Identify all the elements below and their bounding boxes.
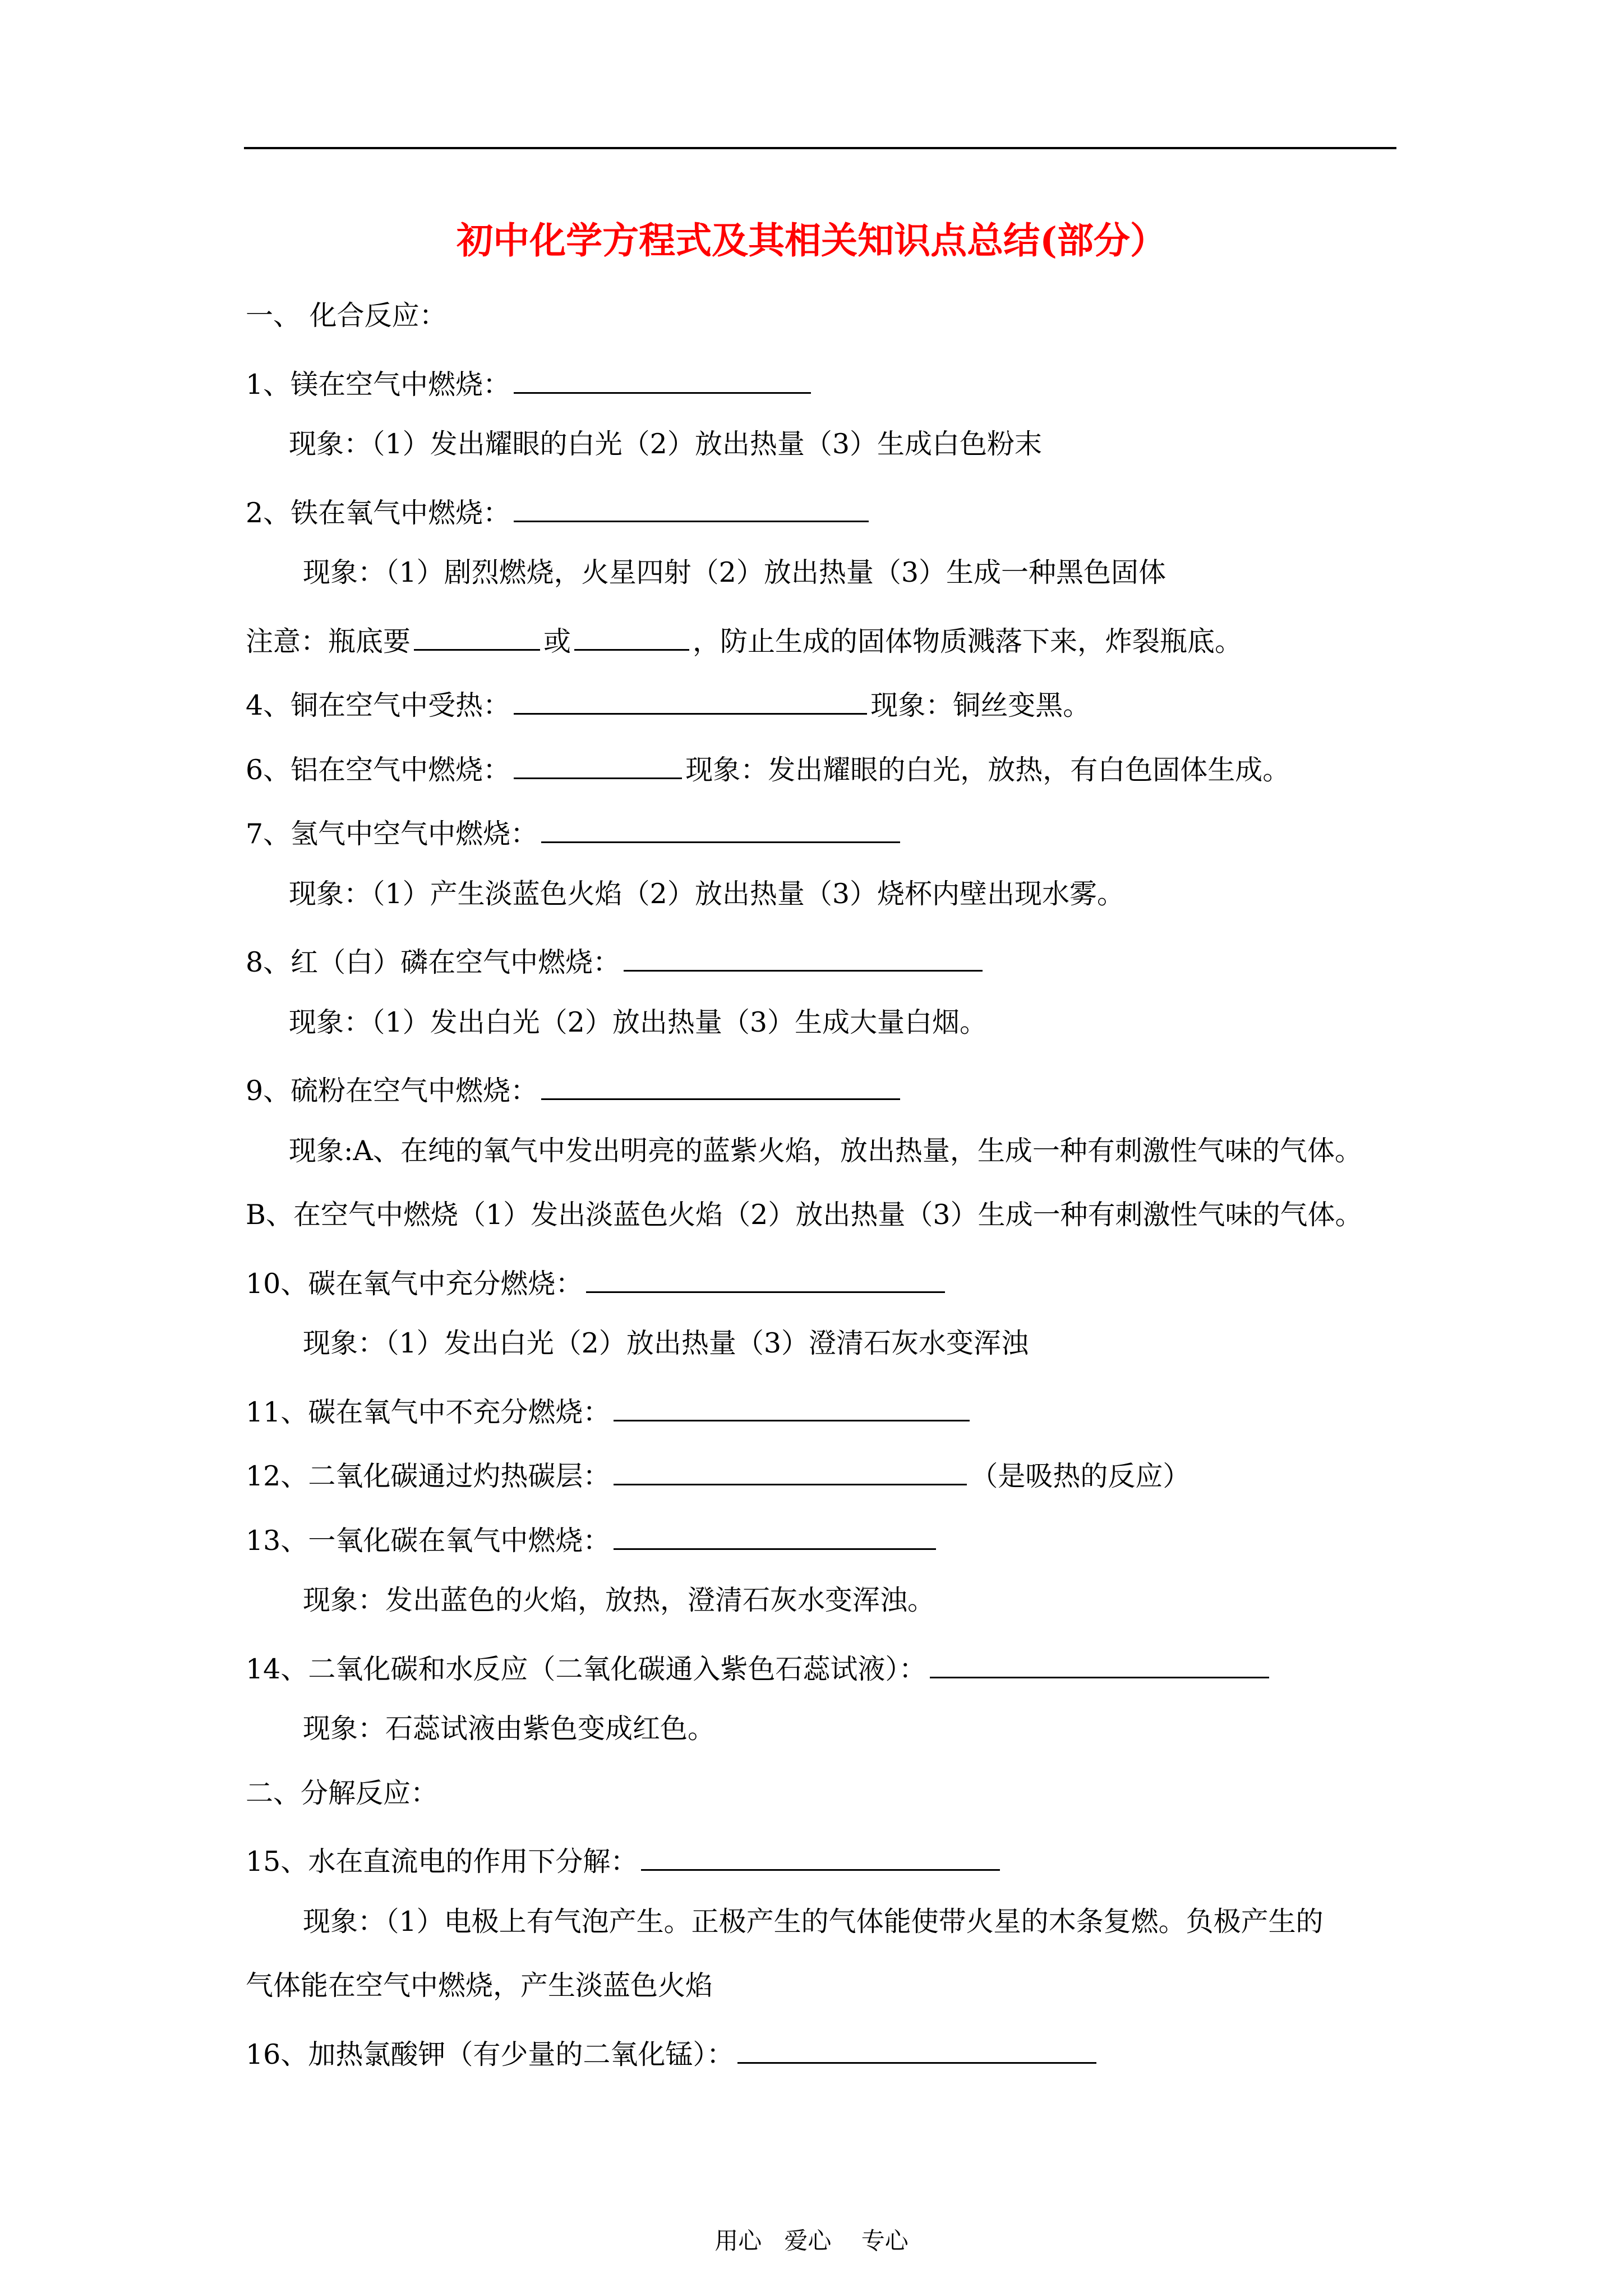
section-heading-1: 一、 化合反应： [246,300,447,332]
note-blank-a[interactable] [414,618,540,651]
answer-blank-14[interactable] [930,1645,1269,1678]
question-2-observation: 现象：（1）剧烈燃烧，火星四射（2）放出热量（3）生成一种黑色固体 [303,556,1166,588]
question-7-observation: 现象：（1）产生淡蓝色火焰（2）放出热量（3）烧杯内壁出现水雾。 [289,878,1125,910]
question-10-text: 10、碳在氧气中充分燃烧： [246,1268,583,1300]
question-14-text: 14、二氧化碳和水反应（二氧化碳通入紫色石蕊试液）： [246,1653,926,1685]
question-1-observation: 现象：（1）发出耀眼的白光（2）放出热量（3）生成白色粉末 [289,428,1043,460]
question-15-observation-a: 现象：（1）电极上有气泡产生。正极产生的气体能使带火星的木条复燃。负极产生的 [303,1906,1324,1938]
header-rule [244,147,1396,149]
answer-blank-2[interactable] [514,489,869,522]
answer-blank-6[interactable] [514,746,682,779]
question-13 [246,1517,939,1561]
question-9-observation-a: 现象:A、在纯的氧气中发出明亮的蓝紫火焰，放出热量，生成一种有刺激性气味的气体。 [289,1135,1362,1167]
question-15 [246,1838,1003,1881]
question-11 [246,1388,973,1432]
question-2-text: 2、铁在氧气中燃烧： [246,497,511,529]
answer-blank-8[interactable] [624,938,983,972]
question-12-note: （是吸热的反应） [970,1460,1191,1492]
question-14-observation: 现象：石蕊试液由紫色变成红色。 [303,1713,716,1745]
question-4-observation: 现象：铜丝变黑。 [870,689,1091,721]
question-12-text: 12、二氧化碳通过灼热碳层： [246,1460,611,1492]
question-12 [246,1452,1190,1496]
question-10-observation: 现象：（1）发出白光（2）放出热量（3）澄清石灰水变浑浊 [303,1327,1029,1359]
question-8-text: 8、红（白）磷在空气中燃烧： [246,946,621,978]
question-13-observation: 现象：发出蓝色的火焰，放热，澄清石灰水变浑浊。 [303,1584,935,1616]
answer-blank-4[interactable] [514,682,867,715]
answer-blank-16[interactable] [737,2031,1096,2064]
answer-blank-7[interactable] [541,810,900,843]
question-11-text: 11、碳在氧气中不充分燃烧： [246,1396,611,1428]
page-footer: 用心 爱心 专心 [714,2227,909,2254]
section-heading-2: 二、分解反应： [246,1777,439,1809]
question-6 [246,746,1290,790]
question-6-text: 6、铝在空气中燃烧： [246,754,511,786]
question-1 [246,361,814,404]
question-4 [246,682,1090,725]
answer-blank-12[interactable] [614,1452,967,1485]
question-15-text: 15、水在直流电的作用下分解： [246,1846,638,1878]
question-8 [246,938,986,982]
question-9-text: 9、硫粉在空气中燃烧： [246,1075,538,1107]
question-13-text: 13、一氧化碳在氧气中燃烧： [246,1525,611,1557]
question-16 [246,2031,1100,2074]
answer-blank-10[interactable] [586,1260,945,1293]
question-16-text: 16、加热氯酸钾（有少量的二氧化锰）： [246,2039,734,2070]
note-blank-b[interactable] [574,618,689,651]
question-9-observation-b: B、在空气中燃烧（1）发出淡蓝色火焰（2）放出热量（3）生成一种有刺激性气味的气体。 [246,1199,1363,1231]
question-9 [246,1067,903,1111]
note-line [246,618,1242,661]
note-text-a: 注意：瓶底要 [246,625,411,657]
question-6-observation: 现象：发出耀眼的白光，放热，有白色固体生成。 [685,754,1290,786]
answer-blank-13[interactable] [614,1517,936,1550]
note-text-c: ，防止生成的固体物质溅落下来，炸裂瓶底。 [693,625,1243,657]
question-14 [246,1645,1272,1689]
question-2 [246,489,872,533]
question-4-text: 4、铜在空气中受热： [246,689,511,721]
answer-blank-11[interactable] [614,1388,970,1421]
answer-blank-15[interactable] [641,1838,1000,1871]
note-text-b: 或 [543,625,571,657]
page-title: 初中化学方程式及其相关知识点总结(部分） [457,219,1166,262]
question-8-observation: 现象：（1）发出白光（2）放出热量（3）生成大量白烟。 [289,1006,988,1038]
question-10 [246,1260,948,1304]
question-7 [246,810,903,854]
question-15-observation-b: 气体能在空气中燃烧，产生淡蓝色火焰 [246,1970,713,2001]
answer-blank-1[interactable] [514,361,811,394]
question-1-text: 1、镁在空气中燃烧： [246,369,511,401]
answer-blank-9[interactable] [541,1067,900,1100]
question-7-text: 7、氢气中空气中燃烧： [246,818,538,850]
